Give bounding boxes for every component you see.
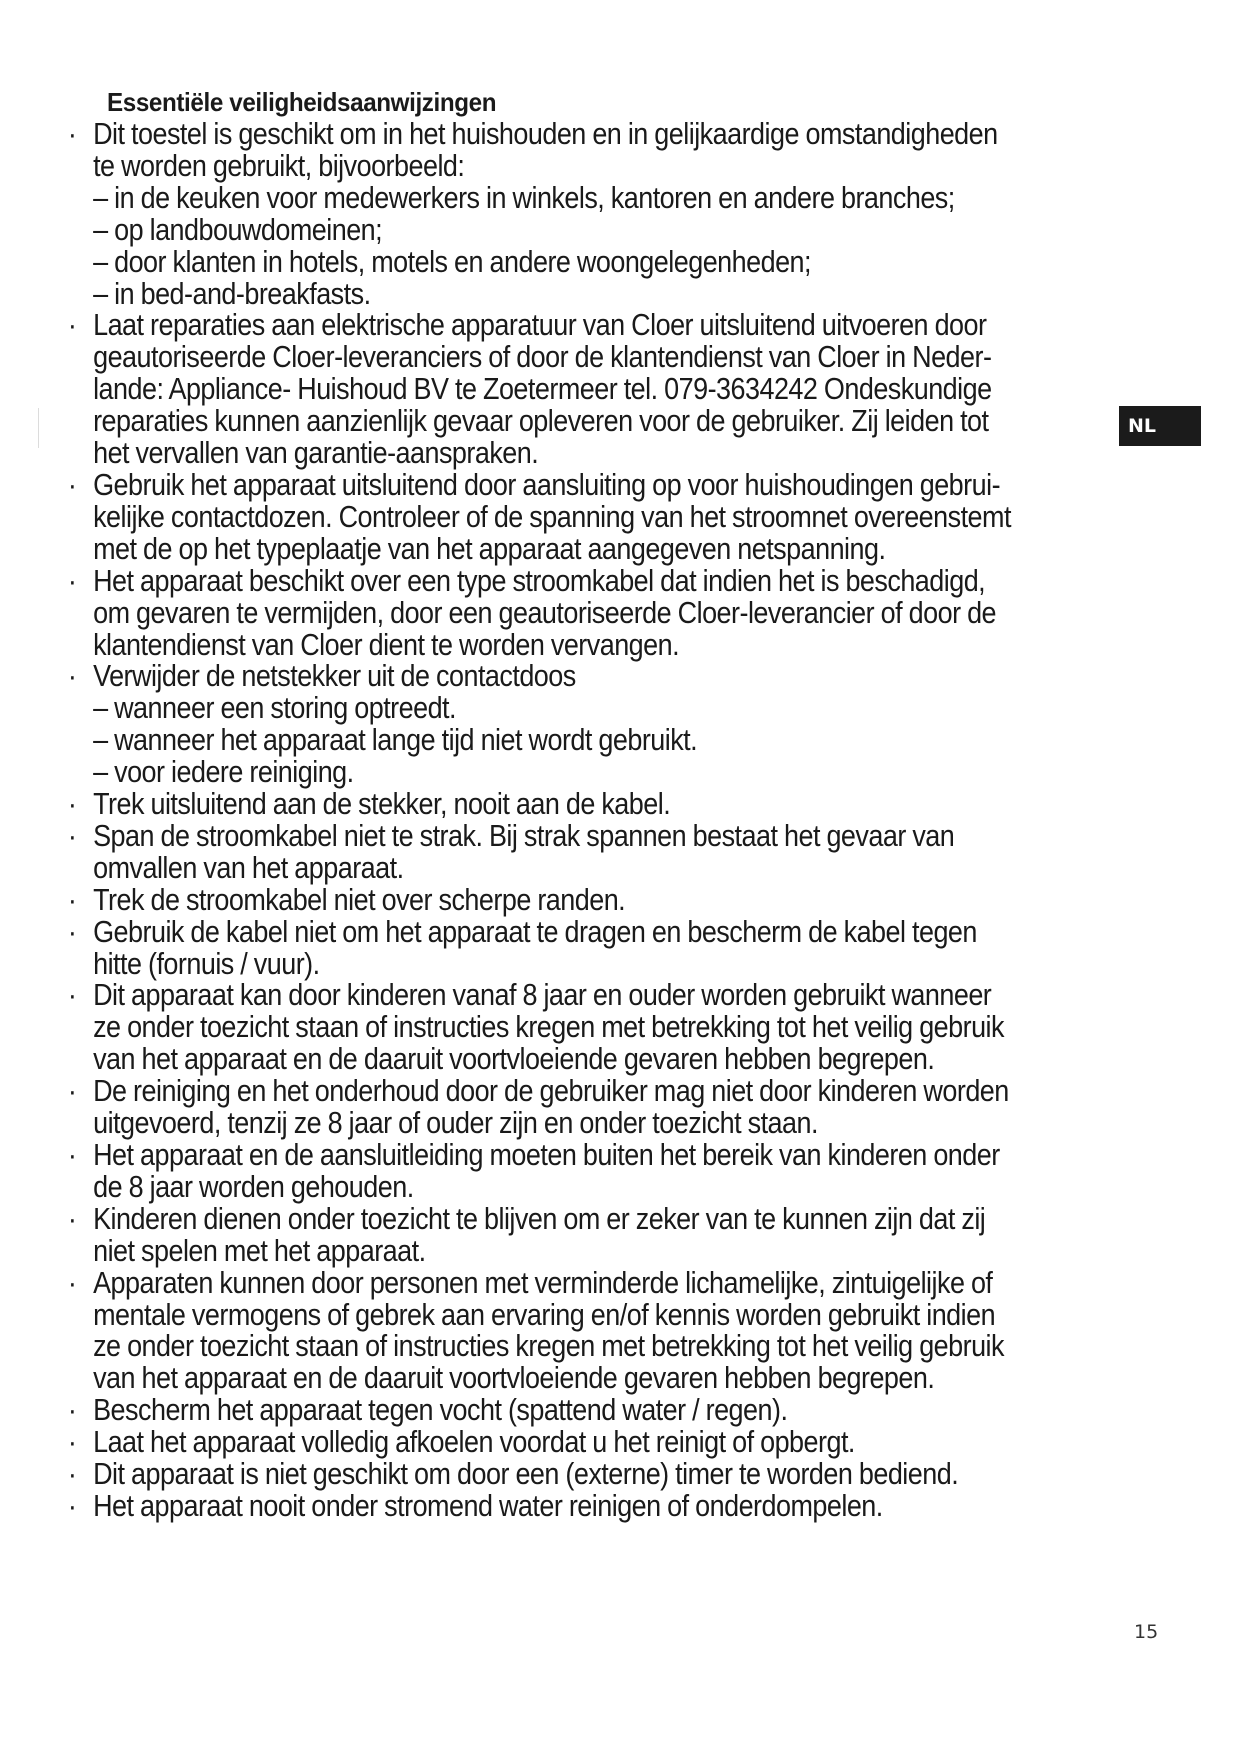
instruction-text-line: van het apparaat en de daaruit voortvloeiende gevaren hebben begrepen. xyxy=(93,1360,935,1396)
language-tab: NL xyxy=(1119,406,1201,446)
bullet-marker: · xyxy=(67,913,77,949)
instruction-text-line: De reiniging en het onderhoud door de gebruiker mag niet door kinderen worden xyxy=(93,1073,1009,1109)
instruction-text-line: Gebruik het apparaat uitsluitend door aansluiting op voor huishoudingen gebrui- xyxy=(93,466,1001,502)
instruction-item xyxy=(0,466,1207,566)
instruction-item xyxy=(0,913,1207,981)
instruction-text-line: kelijke contactdozen. Controleer of de spanning van het stroomnet overeenstemt xyxy=(93,498,1011,534)
instruction-text-line: – voor iedere reiniging. xyxy=(93,754,354,790)
bullet-marker: · xyxy=(67,1200,77,1236)
instruction-item xyxy=(0,660,1207,788)
bullet-marker: · xyxy=(67,658,77,694)
instruction-text-line: Apparaten kunnen door personen met verminderde lichamelijke, zintuigelijke of xyxy=(93,1264,993,1300)
instruction-text-line: de 8 jaar worden gehouden. xyxy=(93,1168,414,1204)
instruction-item xyxy=(0,979,1207,1075)
instruction-text-line: – door klanten in hotels, motels en andere woongelegenheden; xyxy=(93,243,812,279)
instruction-item xyxy=(0,309,1207,469)
instruction-item xyxy=(0,881,1207,917)
instruction-text-line: Kinderen dienen onder toezicht te blijven om er zeker van te kunnen zijn dat zij xyxy=(93,1200,986,1236)
instruction-text-line: niet spelen met het apparaat. xyxy=(93,1232,426,1268)
instruction-text-line: te worden gebruikt, bijvoorbeeld: xyxy=(93,147,465,183)
instruction-text-line: – in bed-and-breakfasts. xyxy=(93,275,371,311)
instruction-text-line: hitte (fornuis / vuur). xyxy=(93,945,320,981)
instruction-text-line: uitgevoerd, tenzij ze 8 jaar of ouder zijn en onder toezicht staan. xyxy=(93,1105,818,1141)
instruction-text-line: Trek uitsluitend aan de stekker, nooit aan de kabel. xyxy=(93,786,671,822)
page-number: 15 xyxy=(1134,1621,1159,1643)
instruction-text-line: – wanneer een storing optreedt. xyxy=(93,690,457,726)
instruction-item xyxy=(0,1139,1207,1203)
instruction-item xyxy=(0,1264,1207,1396)
instruction-text-line: Laat het apparaat volledig afkoelen voordat u het reinigt of opbergt. xyxy=(93,1424,855,1460)
instruction-text-line: om gevaren te vermijden, door een geautoriseerde Cloer-leverancier of door de xyxy=(93,594,997,630)
bullet-marker: · xyxy=(67,1264,77,1300)
instruction-text-line: Bescherm het apparaat tegen vocht (spattend water / regen). xyxy=(93,1392,788,1428)
instruction-text-line: Dit toestel is geschikt om in het huishouden en in gelijkaardige omstandigheden xyxy=(93,116,998,151)
bullet-marker: · xyxy=(67,307,77,343)
instruction-text-line: met de op het typeplaatje van het apparaat aangegeven netspanning. xyxy=(93,530,886,566)
instruction-text-line: Verwijder de netstekker uit de contactdoos xyxy=(93,658,576,694)
bullet-marker: · xyxy=(67,116,77,151)
bullet-marker: · xyxy=(67,1137,77,1172)
bullet-marker: · xyxy=(67,786,77,822)
instruction-text-line: Het apparaat en de aansluitleiding moeten buiten het bereik van kinderen onder xyxy=(93,1137,1000,1172)
bullet-marker: · xyxy=(67,881,77,917)
instruction-item xyxy=(0,1487,1207,1523)
instruction-item xyxy=(0,817,1207,885)
instruction-text-line: Dit apparaat is niet geschikt om door een (externe) timer te worden bediend. xyxy=(93,1456,959,1492)
instruction-text-line: ze onder toezicht staan of instructies kregen met betrekking tot het veilig gebruik xyxy=(93,1328,1005,1364)
instruction-item xyxy=(0,562,1207,662)
instruction-item xyxy=(0,788,1207,820)
section-heading: Essentiële veiligheidsaanwijzingen xyxy=(107,87,497,117)
instruction-text-line: lande: Appliance- Huishoud BV te Zoetermeer tel. 079-3634242 Ondeskundige xyxy=(93,371,992,407)
instruction-text-line: Trek de stroomkabel niet over scherpe randen. xyxy=(93,881,626,917)
instruction-item xyxy=(0,1458,1207,1490)
bullet-marker: · xyxy=(67,1456,77,1492)
bullet-marker: · xyxy=(67,1424,77,1460)
instruction-text-line: Het apparaat beschikt over een type stroomkabel dat indien het is beschadigd, xyxy=(93,562,986,598)
instruction-text-line: – wanneer het apparaat lange tijd niet wordt gebruikt. xyxy=(93,722,698,758)
bullet-marker: · xyxy=(67,1487,77,1523)
instruction-text-line: klantendienst van Cloer dient te worden vervangen. xyxy=(93,626,680,662)
bullet-marker: · xyxy=(67,562,77,598)
instruction-text-line: geautoriseerde Cloer-leveranciers of door de klantendienst van Cloer in Neder- xyxy=(93,339,992,375)
page-edge-mark xyxy=(38,408,39,448)
bullet-marker: · xyxy=(67,466,77,502)
instruction-text-line: Span de stroomkabel niet te strak. Bij strak spannen bestaat het gevaar van xyxy=(93,817,955,853)
bullet-marker: · xyxy=(67,1392,77,1428)
bullet-marker: · xyxy=(67,977,77,1013)
safety-instructions-list xyxy=(0,118,1140,1522)
instruction-item xyxy=(0,1426,1207,1458)
instruction-text-line: – op landbouwdomeinen; xyxy=(93,211,383,247)
instruction-text-line: Laat reparaties aan elektrische apparatuur van Cloer uitsluitend uitvoeren door xyxy=(93,307,987,343)
instruction-item xyxy=(0,1394,1207,1426)
instruction-item xyxy=(0,1200,1207,1268)
instruction-item xyxy=(0,1075,1207,1139)
instruction-text-line: het vervallen van garantie-aanspraken. xyxy=(93,435,539,471)
instruction-text-line: – in de keuken voor medewerkers in winkels, kantoren en andere branches; xyxy=(93,179,955,215)
instruction-text-line: Gebruik de kabel niet om het apparaat te dragen en bescherm de kabel tegen xyxy=(93,913,977,949)
instruction-text-line: ze onder toezicht staan of instructies kregen met betrekking tot het veilig gebruik xyxy=(93,1009,1005,1045)
instruction-text-line: Dit apparaat kan door kinderen vanaf 8 jaar en ouder worden gebruikt wanneer xyxy=(93,977,992,1013)
instruction-text-line: reparaties kunnen aanzienlijk gevaar opleveren voor de gebruiker. Zij leiden tot xyxy=(93,403,989,439)
instruction-item xyxy=(0,118,1207,309)
instruction-text-line: van het apparaat en de daaruit voortvloeiende gevaren hebben begrepen. xyxy=(93,1041,935,1077)
bullet-marker: · xyxy=(67,817,77,853)
instruction-text-line: mentale vermogens of gebrek aan ervaring en/of kennis worden gebruikt indien xyxy=(93,1296,996,1332)
bullet-marker: · xyxy=(67,1073,77,1109)
instruction-text-line: Het apparaat nooit onder stromend water reinigen of onderdompelen. xyxy=(93,1487,883,1523)
instruction-text-line: omvallen van het apparaat. xyxy=(93,849,404,885)
